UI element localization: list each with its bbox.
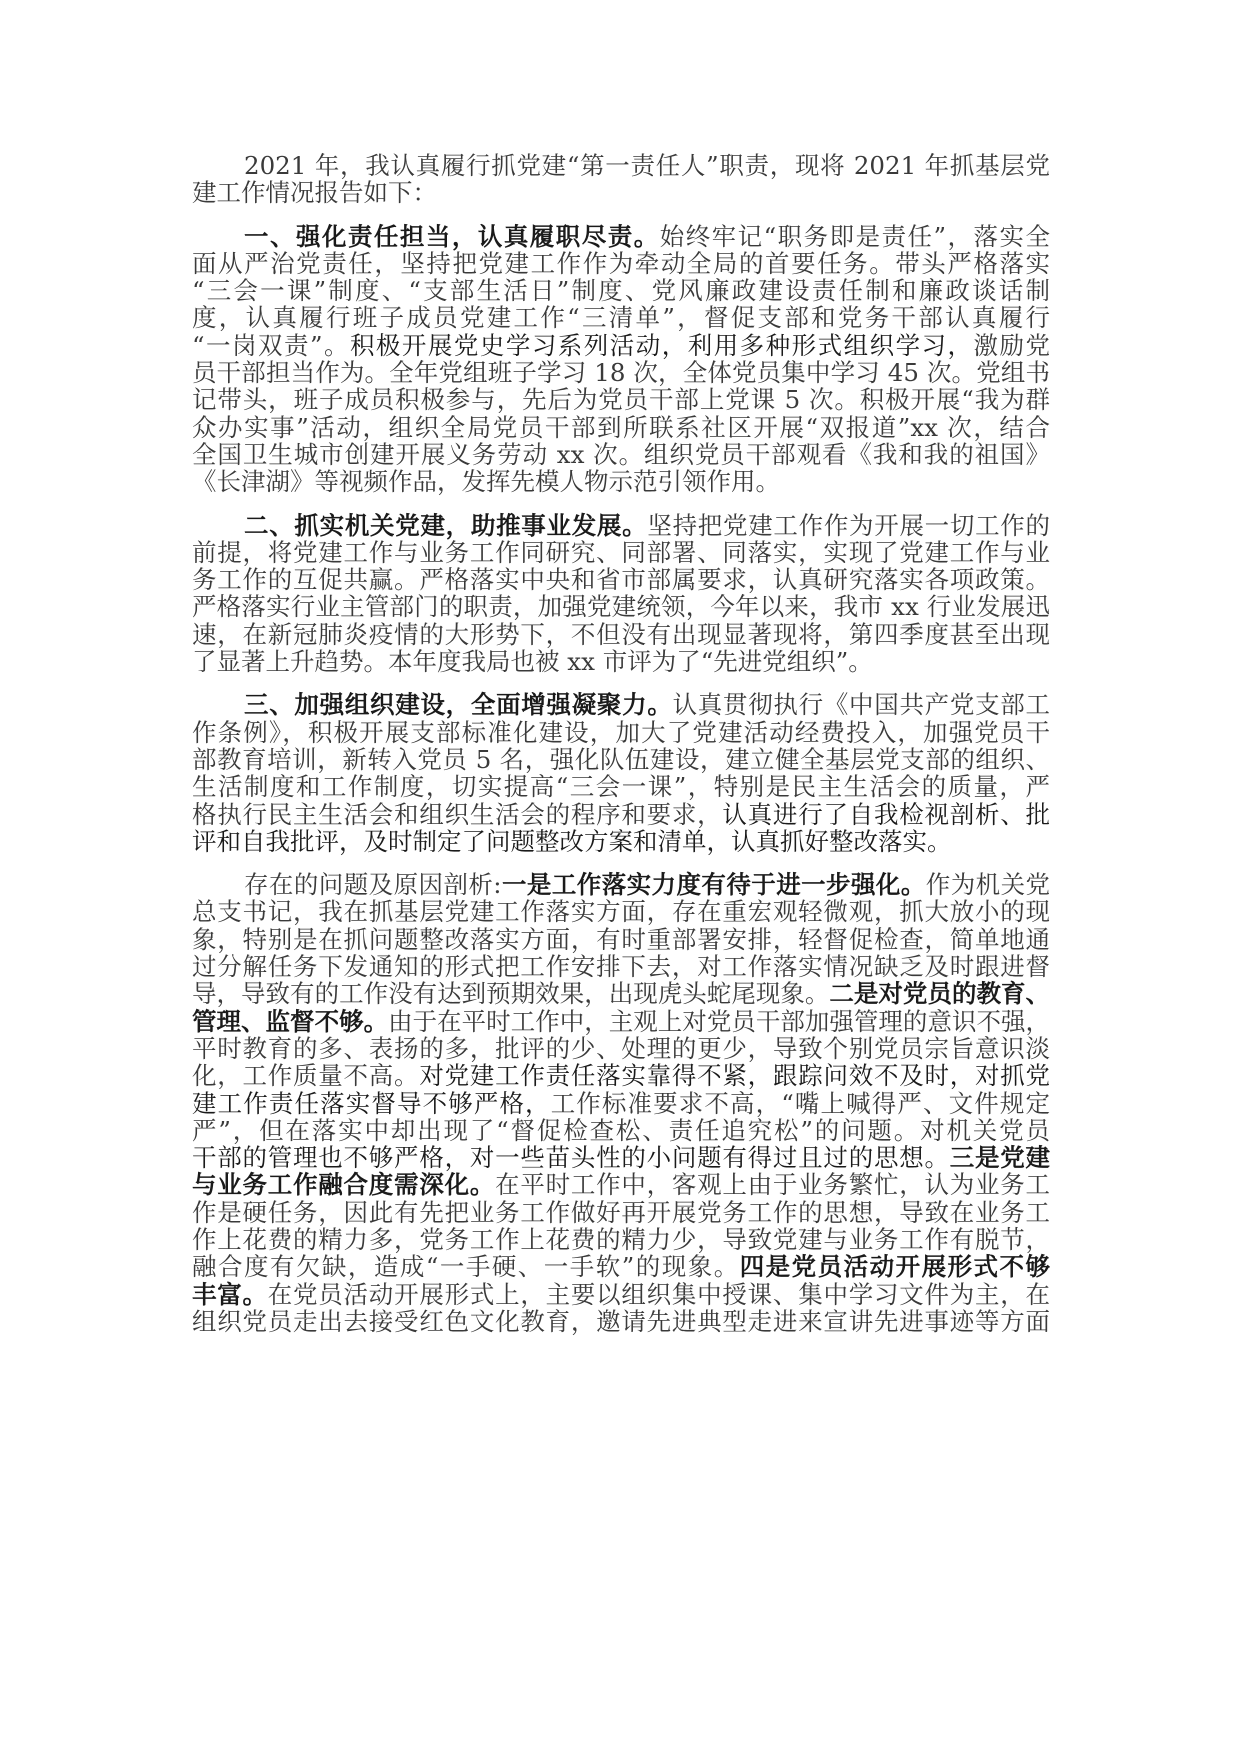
text-line [192, 1090, 1050, 1117]
emphasis-text: 积极开展党史学习系列活动，利用多种形式组织学习， [349, 330, 974, 360]
text-line [192, 1171, 1050, 1198]
bold-heading: 三、加强组织建设，全面增强凝聚力。 [244, 690, 673, 720]
body-text: 作条例》，积极开展支部标准化建设，加大了党建活动经费投入，加强党员干 [192, 717, 1050, 747]
emphasis-text: 对党建工作责任落实靠得不紧，跟踪问效不及时，对抓党 [419, 1061, 1051, 1091]
text-line [192, 1035, 1050, 1062]
body-text: 度，认真履行班子成员党建工作“三清单”，督促支部和党务干部认真履行 [192, 303, 1050, 333]
text-line [192, 691, 1050, 718]
text-line [192, 1199, 1050, 1226]
emphasis-text: 干部的管理也不够严格，对一些苗头性的小问题有得过且过的思想。 [192, 1143, 950, 1173]
text-line [192, 223, 1050, 250]
text-line [192, 953, 1050, 980]
body-text: 在党员活动开展形式上，主要以组织集中授课、集中学习文件为主，在 [267, 1279, 1051, 1309]
bold-heading: 一、强化责任担当，认真履职尽责。 [244, 221, 660, 251]
body-text: 了显著上升趋势。本年度我局也被 xx 市评为了“先进党组织”。 [192, 647, 873, 677]
text-line [192, 593, 1050, 620]
text-line [192, 332, 1050, 359]
text-line [192, 277, 1050, 304]
text-line [192, 414, 1050, 441]
text-line [192, 566, 1050, 593]
bold-heading: 四是党员活动开展形式不够 [739, 1252, 1050, 1282]
body-text: 存在的问题及原因剖析: [244, 870, 502, 900]
body-text: 格执行民主生活会和组织生活会的程序和要求， [192, 799, 723, 829]
bold-heading: 与业务工作融合度需深化。 [192, 1170, 496, 1200]
body-text: 生活制度和工作制度，切实提高“三会一课”，特别是民主生活会的质量，严 [192, 772, 1050, 802]
body-text: 严”，但在落实中却出现了“督促检查松、责任追究松”的问题。对机关党员 [192, 1115, 1050, 1145]
body-text: “三会一课”制度、“支部生活日”制度、党风廉政建设责任制和廉政谈话制 [192, 276, 1050, 306]
text-line [192, 898, 1050, 925]
body-text: 工作标准要求不高，“嘴上喊得严、文件规定 [550, 1088, 1050, 1118]
bold-heading: 丰富。 [192, 1279, 268, 1309]
emphasis-text: 认真进行了自我检视剖析、批 [722, 799, 1051, 829]
emphasis-text: 建工作责任落实督导不够严格， [192, 1088, 551, 1118]
body-text: 2021 年，我认真履行抓党建“第一责任人”职责，现将 2021 年抓基层党 [244, 151, 1050, 180]
text-line [192, 828, 1050, 855]
body-text: 全国卫生城市创建开展义务劳动 xx 次。组织党员干部观看《我和我的祖国》 [192, 439, 1050, 469]
paragraph-4 [192, 691, 1050, 855]
text-line [192, 1008, 1050, 1035]
bold-heading: 二是对党员的教育、 [829, 979, 1051, 1009]
body-text: 坚持把党建工作作为开展一切工作的 [647, 510, 1051, 540]
text-line [192, 871, 1050, 898]
body-text: 在平时工作中，客观上由于业务繁忙，认为业务工 [495, 1170, 1051, 1200]
body-text: 过分解任务下发通知的形式把工作安排下去，对工作落实情况缺乏及时跟进督 [192, 952, 1050, 982]
text-line [192, 1062, 1050, 1089]
text-line [192, 1226, 1050, 1253]
document-page [192, 152, 1050, 1351]
paragraph-1 [192, 152, 1050, 207]
text-line [192, 1117, 1050, 1144]
text-line [192, 719, 1050, 746]
text-line [192, 648, 1050, 675]
body-text: 速，在新冠肺炎疫情的大形势下，不但没有出现显著现将，第四季度甚至出现 [192, 619, 1050, 649]
bold-heading: 一是工作落实力度有待于进一步强化。 [501, 870, 926, 900]
text-line [192, 1253, 1050, 1280]
text-line [192, 621, 1050, 648]
text-line [192, 359, 1050, 386]
bold-heading: 二、抓实机关党建，助推事业发展。 [244, 510, 648, 540]
body-text: 作是硬任务，因此有先把业务工作做好再开展党务工作的思想，导致在业务工 [192, 1197, 1050, 1227]
text-line [192, 980, 1050, 1007]
body-text: 融合度有欠缺，造成“一手硬、一手软”的现象。 [192, 1252, 740, 1282]
text-line [192, 801, 1050, 828]
body-text: 《长津湖》等视频作品，发挥先模人物示范引领作用。 [192, 467, 780, 497]
text-line [192, 386, 1050, 413]
body-text: 作为机关党 [925, 870, 1050, 900]
text-line [192, 468, 1050, 495]
text-line [192, 512, 1050, 539]
text-line [192, 1308, 1050, 1335]
body-text: 激励党 [973, 330, 1050, 360]
body-text: 面从严治党责任，坚持把党建工作作为牵动全局的首要任务。带头严格落实 [192, 248, 1050, 278]
text-line [192, 441, 1050, 468]
paragraph-5 [192, 871, 1050, 1335]
body-text: 部教育培训，新转入党员 5 名，强化队伍建设，建立健全基层党支部的组织、 [192, 744, 1050, 774]
text-line [192, 1281, 1050, 1308]
text-line [192, 152, 1050, 179]
body-text: 建工作情况报告如下： [192, 178, 437, 208]
body-text: 由于在平时工作中，主观上对党员干部加强管理的意识不强， [388, 1006, 1051, 1036]
body-text: 象，特别是在抓问题整改落实方面，有时重部署安排，轻督促检查，简单地通 [192, 924, 1050, 954]
body-text: 记带头，班子成员积极参与，先后为党员干部上党课 5 次。积极开展“我为群 [192, 385, 1050, 415]
text-line [192, 304, 1050, 331]
text-line [192, 1144, 1050, 1171]
body-text: 化，工作质量不高。 [192, 1061, 420, 1091]
body-text: 众办实事”活动，组织全局党员干部到所联系社区开展“双报道”xx 次，结合 [192, 412, 1050, 442]
body-text: 认真贯彻执行《中国共产党支部工 [672, 690, 1051, 720]
text-line [192, 746, 1050, 773]
body-text: 导，导致有的工作没有达到预期效果，出现虎头蛇尾现象。 [192, 979, 830, 1009]
text-line [192, 250, 1050, 277]
body-text: 作上花费的精力多，党务工作上花费的精力少，导致党建与业务工作有脱节， [192, 1224, 1050, 1254]
body-text: 组织党员走出去接受红色文化教育，邀请先进典型走进来宣讲先进事迹等方面 [192, 1306, 1050, 1336]
emphasis-text: 评和自我批评，及时制定了问题整改方案和清单，认真抓好整改落实。 [192, 826, 952, 856]
text-line [192, 179, 1050, 206]
body-text: “一岗双责”。 [192, 330, 350, 360]
text-line [192, 539, 1050, 566]
body-text: 前提，将党建工作与业务工作同研究、同部署、同落实，实现了党建工作与业 [192, 537, 1050, 567]
text-line [192, 773, 1050, 800]
bold-heading: 三是党建 [949, 1143, 1051, 1173]
body-text: 务工作的互促共赢。严格落实中央和省市部属要求，认真研究落实各项政策。 [192, 565, 1050, 595]
body-text: 总支书记，我在抓基层党建工作落实方面，存在重宏观轻微观，抓大放小的现 [192, 897, 1050, 927]
paragraph-2 [192, 223, 1050, 496]
text-line [192, 926, 1050, 953]
body-text: 员干部担当作为。全年党组班子学习 18 次，全体党员集中学习 45 次。党组书 [192, 358, 1050, 388]
body-text: 始终牢记“职务即是责任”，落实全 [659, 221, 1050, 251]
body-text: 严格落实行业主管部门的职责，加强党建统领，今年以来，我市 xx 行业发展迅 [192, 592, 1050, 622]
paragraph-3 [192, 512, 1050, 676]
bold-heading: 管理、监督不够。 [192, 1006, 389, 1036]
body-text: 平时教育的多、表扬的多，批评的少、处理的更少，导致个别党员宗旨意识淡 [192, 1033, 1050, 1063]
